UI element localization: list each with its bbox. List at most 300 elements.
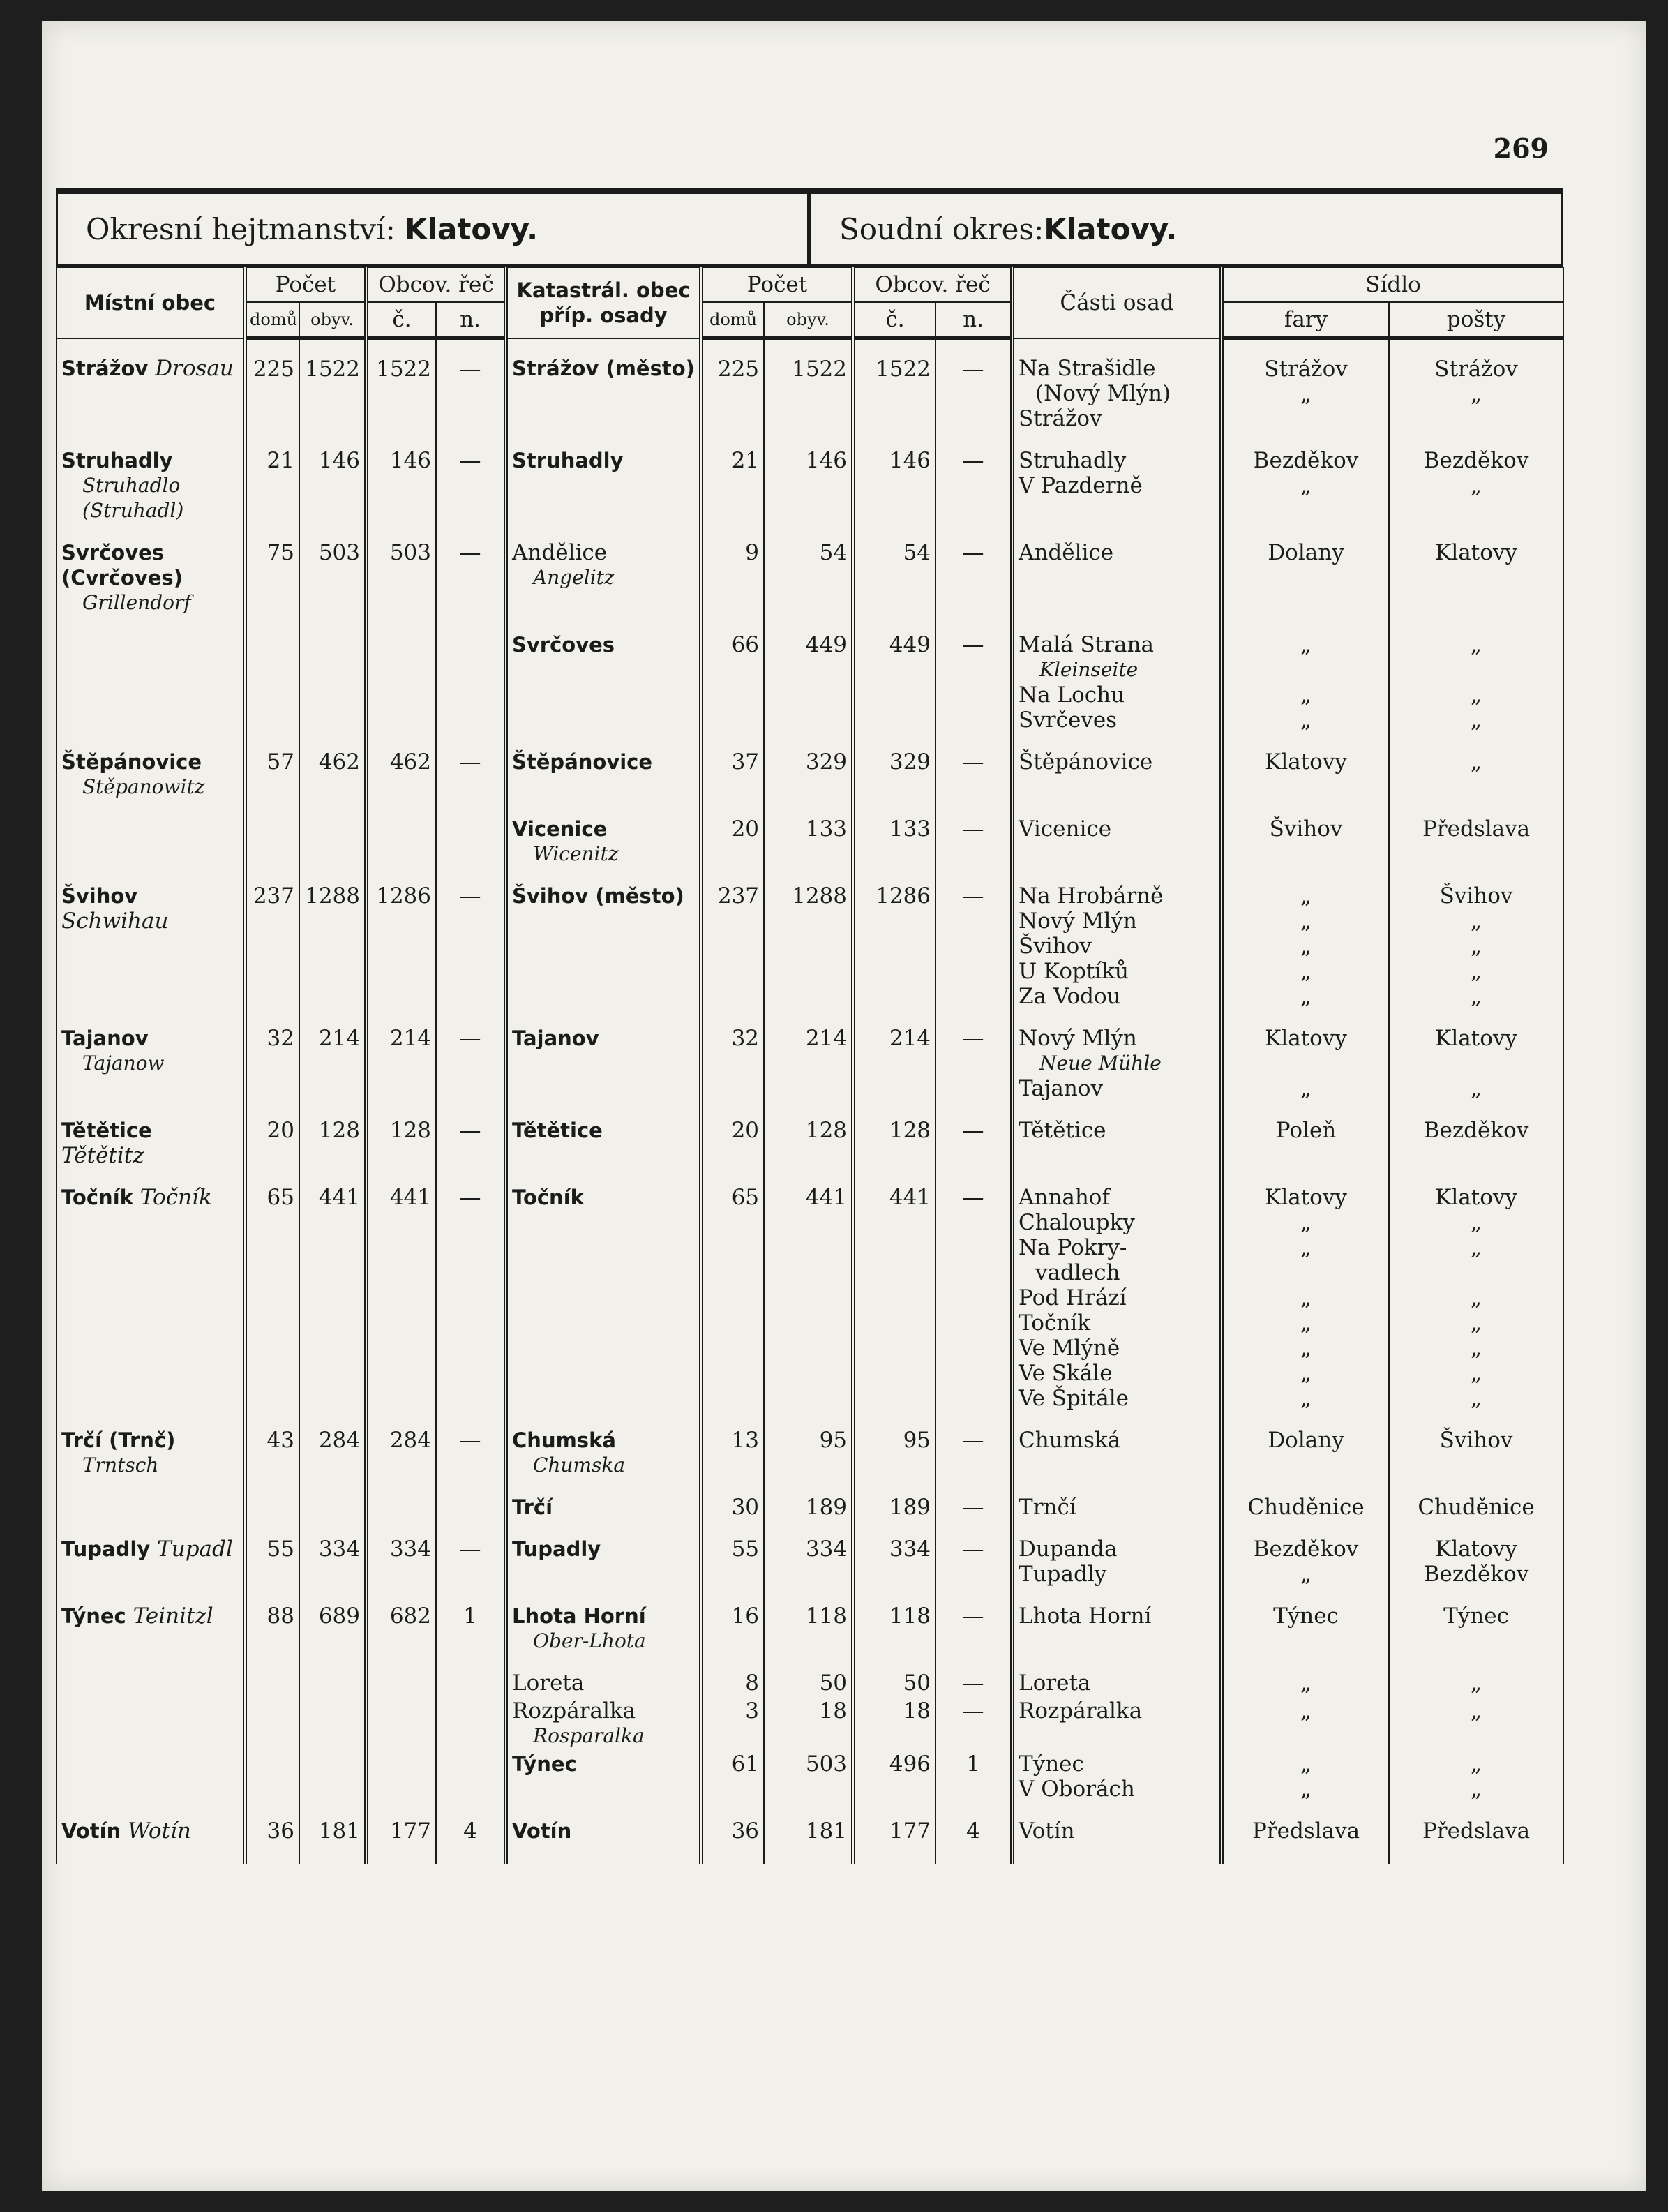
katastral-german-cell (936, 1697, 1012, 1750)
katastral-czech: 54 (903, 539, 931, 565)
fara-item: „ (1300, 1285, 1312, 1310)
katastral-cell (506, 1588, 701, 1655)
fara-cell (1222, 1103, 1389, 1169)
katastral-houses: 32 (731, 1025, 760, 1051)
table-row (57, 1103, 1563, 1169)
katastral-cell (506, 338, 701, 433)
obec-alt-name: Tajanow (82, 1051, 165, 1075)
obec-population: 334 (318, 1536, 360, 1562)
katastral-population-cell (764, 868, 853, 1010)
posta-item: Bezděkov (1423, 1561, 1529, 1587)
obec-population: 1522 (305, 357, 360, 382)
obec-population-cell (299, 617, 366, 734)
obec-german: — (459, 1536, 481, 1562)
katastral-population-cell (764, 433, 853, 525)
fara-cell (1222, 1169, 1389, 1412)
obec-czech-cell (366, 868, 436, 1010)
fara-item: „ (1300, 958, 1312, 984)
casti-osad-cell (1012, 338, 1222, 433)
katastral-german: — (962, 1427, 984, 1453)
obec-houses-cell (245, 1697, 299, 1750)
posta-item: Klatovy (1435, 1184, 1517, 1210)
casti-osad-cell (1012, 734, 1222, 801)
obec-czech: 146 (389, 447, 431, 473)
katastral-german-cell (936, 1479, 1012, 1521)
katastral-czech: 95 (903, 1427, 931, 1453)
casti-osad-cell (1012, 433, 1222, 525)
katastral-czech: 189 (889, 1494, 931, 1520)
col-casti-osad: Části osad (1012, 267, 1222, 338)
posta-item: „ (1471, 1209, 1482, 1235)
katastral-czech-cell (853, 734, 936, 801)
fara-item: „ (1300, 382, 1312, 407)
katastral-population: 334 (805, 1536, 848, 1562)
fara-item: „ (1300, 1209, 1312, 1235)
posta-item: „ (1471, 1285, 1482, 1310)
katastral-czech-cell (853, 868, 936, 1010)
katastral-population-cell (764, 801, 853, 868)
katastral-population: 329 (805, 749, 848, 775)
obec-german-cell (436, 1588, 506, 1655)
katastral-german: — (962, 357, 984, 382)
katastral-german-cell (936, 617, 1012, 734)
col-pocet: Počet (245, 267, 366, 302)
katastral-german-name: Angelitz (533, 565, 615, 589)
obec-german-cell (436, 868, 506, 1010)
posta-item: „ (1471, 1234, 1482, 1260)
fara-item: „ (1300, 682, 1312, 708)
obec-german: — (459, 883, 481, 909)
casti-osad-cell (1012, 1697, 1222, 1750)
table-row (57, 617, 1563, 734)
obec-czech-cell (366, 1169, 436, 1412)
katastral-german-cell (936, 1803, 1012, 1864)
katastral-german-cell (936, 1750, 1012, 1803)
katastral-population-cell (764, 338, 853, 433)
katastral-czech: 334 (889, 1536, 931, 1562)
posta-cell (1389, 1697, 1563, 1750)
obec-cell (57, 1697, 245, 1750)
obec-population-cell (299, 1103, 366, 1169)
obec-houses: 21 (266, 447, 294, 473)
obec-houses-cell (245, 1803, 299, 1864)
katastral-houses-cell (701, 1479, 764, 1521)
katastral-name: Švihov (město) (512, 883, 684, 908)
posta-cell (1389, 617, 1563, 734)
obec-german: — (459, 1184, 481, 1210)
katastral-houses: 20 (731, 1117, 760, 1143)
col-mistni-obec: Místní obec (57, 267, 245, 338)
district-title (58, 212, 807, 246)
katastral-cell (506, 868, 701, 1010)
fara-cell (1222, 525, 1389, 617)
katastral-population: 189 (805, 1494, 848, 1520)
katastral-houses-cell (701, 525, 764, 617)
obec-houses: 20 (266, 1117, 294, 1143)
katastral-houses-cell (701, 734, 764, 801)
casti-osad-item: Na Strašidle (1019, 355, 1156, 381)
obec-cell (57, 433, 245, 525)
obec-cell (57, 617, 245, 734)
obec-czech: 441 (389, 1184, 431, 1210)
casti-osad-item: Dupanda (1019, 1536, 1118, 1562)
obec-czech-cell (366, 617, 436, 734)
katastral-population-cell (764, 1412, 853, 1479)
obec-czech: 1286 (376, 883, 431, 909)
district-value: Klatovy. (405, 211, 539, 246)
katastral-czech-cell (853, 1655, 936, 1697)
obec-population: 1288 (305, 883, 360, 909)
katastral-czech-cell (853, 617, 936, 734)
casti-osad-item: Ve Špitále (1019, 1385, 1129, 1411)
casti-osad-item: Lhota Horní (1019, 1603, 1152, 1629)
katastral-houses: 225 (717, 357, 760, 382)
katastral-czech-cell (853, 801, 936, 868)
obec-alt-name: Stěpanowitz (82, 775, 205, 798)
obec-population-cell (299, 1750, 366, 1803)
obec-houses-cell (245, 734, 299, 801)
fara-cell (1222, 1750, 1389, 1803)
obec-german: — (459, 539, 481, 565)
fara-item: Dolany (1268, 539, 1344, 565)
katastral-cell (506, 1521, 701, 1588)
obec-czech-cell (366, 1010, 436, 1103)
obec-czech: 214 (389, 1025, 431, 1051)
katastral-name: Tupadly (512, 1537, 601, 1561)
casti-osad-item: Na Pokry- (1019, 1234, 1127, 1260)
katastral-name: Lhota Horní (512, 1604, 646, 1628)
casti-osad-cell (1012, 525, 1222, 617)
katastral-german: — (962, 1494, 984, 1520)
katastral-population: 503 (805, 1751, 848, 1777)
katastral-czech-cell (853, 1103, 936, 1169)
katastral-houses: 20 (731, 816, 760, 842)
obec-german: — (459, 447, 481, 473)
posta-item: Strážov (1434, 357, 1518, 382)
obec-german: 1 (463, 1603, 477, 1629)
obec-population-cell (299, 801, 366, 868)
katastral-cell (506, 1803, 701, 1864)
obec-population: 181 (318, 1818, 360, 1844)
katastral-czech: 441 (889, 1184, 931, 1210)
fara-cell (1222, 734, 1389, 801)
fara-item: „ (1300, 883, 1312, 909)
katastral-houses-cell (701, 1521, 764, 1588)
court-title (807, 194, 1561, 264)
katastral-population-cell (764, 1655, 853, 1697)
obec-houses-cell (245, 1479, 299, 1521)
katastral-german-name: Wicenitz (533, 842, 619, 865)
obec-cell (57, 734, 245, 801)
katastral-german: — (962, 632, 984, 657)
obec-houses-cell (245, 1521, 299, 1588)
katastral-cell (506, 1010, 701, 1103)
obec-german-cell (436, 1103, 506, 1169)
katastral-czech: 146 (889, 447, 931, 473)
katastral-german-name: Rosparalka (533, 1724, 645, 1747)
posta-cell (1389, 1412, 1563, 1479)
casti-osad-cell (1012, 868, 1222, 1010)
katastral-houses: 55 (731, 1536, 760, 1562)
col-c-2: č. (853, 302, 936, 338)
casti-osad-item: Andělice (1019, 539, 1114, 565)
posta-item: „ (1471, 1698, 1482, 1724)
casti-osad-item: Loreta (1019, 1670, 1091, 1696)
obec-czech-cell (366, 1479, 436, 1521)
obec-cell (57, 1750, 245, 1803)
obec-population-cell (299, 734, 366, 801)
table-row (57, 1412, 1563, 1479)
fara-item (1228, 1260, 1384, 1285)
katastral-german: — (962, 447, 984, 473)
katastral-houses: 36 (731, 1818, 760, 1844)
posta-item: Předslava (1422, 816, 1531, 842)
fara-item: „ (1300, 1751, 1312, 1777)
fara-cell (1222, 1010, 1389, 1103)
casti-osad-item: Pod Hrází (1019, 1285, 1127, 1310)
obec-name: Trčí (Trnč) (61, 1428, 176, 1452)
obec-cell (57, 1010, 245, 1103)
casti-osad-item: U Koptíků (1019, 958, 1129, 984)
katastral-houses: 8 (745, 1670, 760, 1696)
casti-osad-item: Rozpáralka (1019, 1698, 1143, 1724)
table-row (57, 1750, 1563, 1803)
posta-cell (1389, 1655, 1563, 1697)
obec-population-cell (299, 1803, 366, 1864)
obec-czech-cell (366, 1103, 436, 1169)
table-row (57, 1588, 1563, 1655)
fara-item: „ (1300, 1335, 1312, 1361)
posta-cell (1389, 734, 1563, 801)
posta-item: „ (1471, 1335, 1482, 1361)
posta-item: „ (1471, 933, 1482, 959)
posta-cell (1389, 1588, 1563, 1655)
posta-item: „ (1471, 1751, 1482, 1777)
col-n-2: n. (936, 302, 1012, 338)
katastral-cell (506, 1412, 701, 1479)
obec-czech: 128 (389, 1117, 431, 1143)
obec-houses: 57 (266, 749, 294, 775)
obec-german-cell (436, 338, 506, 433)
katastral-population: 214 (805, 1025, 848, 1051)
posta-cell (1389, 1103, 1563, 1169)
katastral-cell (506, 1479, 701, 1521)
posta-item: „ (1471, 983, 1482, 1009)
katastral-houses: 61 (731, 1751, 760, 1777)
obec-czech-cell (366, 1697, 436, 1750)
casti-osad-item: Svrčeves (1019, 707, 1118, 733)
katastral-cell (506, 1169, 701, 1412)
katastral-population-cell (764, 1803, 853, 1864)
katastral-population-cell (764, 734, 853, 801)
katastral-cell (506, 1655, 701, 1697)
katastral-population: 54 (819, 539, 848, 565)
obec-czech-cell (366, 801, 436, 868)
posta-item: Předslava (1422, 1818, 1531, 1844)
obec-czech-cell (366, 1521, 436, 1588)
obec-name: Tajanov (61, 1026, 149, 1050)
posta-cell (1389, 1521, 1563, 1588)
gazetteer-table (56, 267, 1564, 1864)
katastral-population-cell (764, 1010, 853, 1103)
fara-cell (1222, 1479, 1389, 1521)
katastral-name: Struhadly (512, 448, 624, 472)
fara-item: Poleň (1275, 1117, 1337, 1143)
obec-houses: 36 (266, 1818, 294, 1844)
table-row (57, 1655, 1563, 1697)
posta-item: „ (1471, 749, 1482, 775)
obec-czech: 334 (389, 1536, 431, 1562)
obec-name: Týnec (61, 1604, 126, 1628)
fara-item: Strážov (1264, 357, 1348, 382)
fara-item: Předslava (1252, 1818, 1360, 1844)
katastral-name: Týnec (512, 1751, 577, 1776)
katastral-population: 95 (819, 1427, 848, 1453)
obec-houses: 88 (266, 1603, 294, 1629)
katastral-houses-cell (701, 1103, 764, 1169)
obec-houses: 32 (266, 1025, 294, 1051)
obec-german-name: Točník (140, 1184, 212, 1210)
posta-item: Klatovy (1435, 1025, 1517, 1051)
obec-houses-cell (245, 801, 299, 868)
katastral-cell (506, 433, 701, 525)
casti-osad-item: Struhadly (1019, 447, 1127, 473)
fara-item: „ (1300, 1075, 1312, 1101)
fara-item: „ (1300, 1310, 1312, 1336)
fara-item: „ (1300, 632, 1312, 657)
obec-population: 284 (318, 1427, 360, 1453)
katastral-german-cell (936, 734, 1012, 801)
casti-osad-item: Annahof (1019, 1184, 1110, 1210)
katastral-german-cell (936, 338, 1012, 433)
obec-population-cell (299, 1697, 366, 1750)
katastral-population-cell (764, 1521, 853, 1588)
katastral-cell (506, 525, 701, 617)
obec-houses-cell (245, 617, 299, 734)
casti-osad-item: Na Hrobárně (1019, 883, 1164, 909)
casti-osad-item: Malá Strana (1019, 632, 1154, 657)
col-n: n. (436, 302, 506, 338)
posta-cell (1389, 1010, 1563, 1103)
katastral-houses: 21 (731, 447, 760, 473)
col-posty: pošty (1389, 302, 1563, 338)
obec-german-name: Drosau (155, 355, 234, 381)
obec-name: Svrčoves (61, 540, 165, 565)
fara-item: Švihov (1269, 816, 1343, 842)
col-domu-2: domů (701, 302, 764, 338)
posta-item: „ (1471, 958, 1482, 984)
posta-item: „ (1471, 632, 1482, 657)
fara-item: Klatovy (1265, 1184, 1347, 1210)
posta-item (1394, 1051, 1558, 1076)
casti-osad-item: Kleinseite (1039, 657, 1139, 681)
posta-item (1394, 1260, 1558, 1285)
katastral-czech: 496 (889, 1751, 931, 1777)
posta-item: „ (1471, 908, 1482, 934)
obec-population: 503 (318, 539, 360, 565)
posta-item: Týnec (1443, 1603, 1509, 1629)
casti-osad-item: Nový Mlýn (1019, 1025, 1137, 1051)
fara-item: Klatovy (1265, 749, 1347, 775)
katastral-houses-cell (701, 868, 764, 1010)
posta-item: „ (1471, 1670, 1482, 1696)
obec-german: — (459, 749, 481, 775)
katastral-german-cell (936, 1521, 1012, 1588)
obec-czech: 284 (389, 1427, 431, 1453)
fara-cell (1222, 433, 1389, 525)
katastral-german-cell (936, 1588, 1012, 1655)
table-row (57, 734, 1563, 801)
posta-item: „ (1471, 1360, 1482, 1386)
posta-item: Chuděnice (1418, 1494, 1535, 1520)
katastral-houses: 3 (745, 1698, 760, 1724)
katastral-german: — (962, 1025, 984, 1051)
obec-cell (57, 1588, 245, 1655)
table-body (57, 338, 1563, 1864)
katastral-german: 1 (966, 1751, 980, 1777)
obec-german-cell (436, 433, 506, 525)
katastral-houses-cell (701, 1010, 764, 1103)
obec-alt-name: Trntsch (82, 1453, 159, 1477)
fara-cell (1222, 617, 1389, 734)
col-katastral (506, 267, 701, 338)
katastral-houses-cell (701, 1588, 764, 1655)
casti-osad-item: Ve Skále (1019, 1360, 1113, 1386)
katastral-name: Strážov (město) (512, 356, 695, 380)
fara-cell (1222, 801, 1389, 868)
fara-item: „ (1300, 1670, 1312, 1696)
katastral-houses-cell (701, 1655, 764, 1697)
obec-czech-cell (366, 1412, 436, 1479)
obec-german-cell (436, 1803, 506, 1864)
fara-cell (1222, 1588, 1389, 1655)
katastral-german-cell (936, 433, 1012, 525)
casti-osad-item: Týnec (1019, 1751, 1084, 1777)
obec-german-name: Tětětitz (61, 1142, 144, 1168)
fara-item: Dolany (1268, 1427, 1344, 1453)
obec-german: 4 (463, 1818, 477, 1844)
col-c: č. (366, 302, 436, 338)
casti-osad-cell (1012, 1803, 1222, 1864)
obec-german-name: Teinitzl (133, 1603, 213, 1629)
obec-name: Štěpánovice (61, 749, 202, 774)
katastral-houses-cell (701, 617, 764, 734)
katastral-name: Vicenice (512, 816, 608, 841)
obec-czech-cell (366, 734, 436, 801)
katastral-german-cell (936, 801, 1012, 868)
casti-osad-item: Ve Mlýně (1019, 1335, 1120, 1361)
katastral-houses: 66 (731, 632, 760, 657)
katastral-population: 146 (805, 447, 848, 473)
casti-osad-cell (1012, 1521, 1222, 1588)
obec-alt-name: (Struhadl) (82, 498, 184, 522)
obec-czech-cell (366, 338, 436, 433)
katastral-population-cell (764, 1479, 853, 1521)
katastral-cell (506, 1697, 701, 1750)
obec-german-name: Schwihau (61, 908, 169, 934)
casti-osad-item: Chumská (1019, 1427, 1121, 1453)
katastral-name: Tajanov (512, 1026, 599, 1050)
katastral-german-cell (936, 1010, 1012, 1103)
court-value: Klatovy. (1044, 211, 1178, 246)
fara-cell (1222, 338, 1389, 433)
katastral-czech: 18 (903, 1698, 931, 1724)
casti-osad-item: V Pazderně (1019, 472, 1143, 498)
katastral-german: — (962, 1603, 984, 1629)
katastral-name: Chumská (512, 1428, 616, 1452)
obec-german-cell (436, 617, 506, 734)
obec-czech-cell (366, 1655, 436, 1697)
